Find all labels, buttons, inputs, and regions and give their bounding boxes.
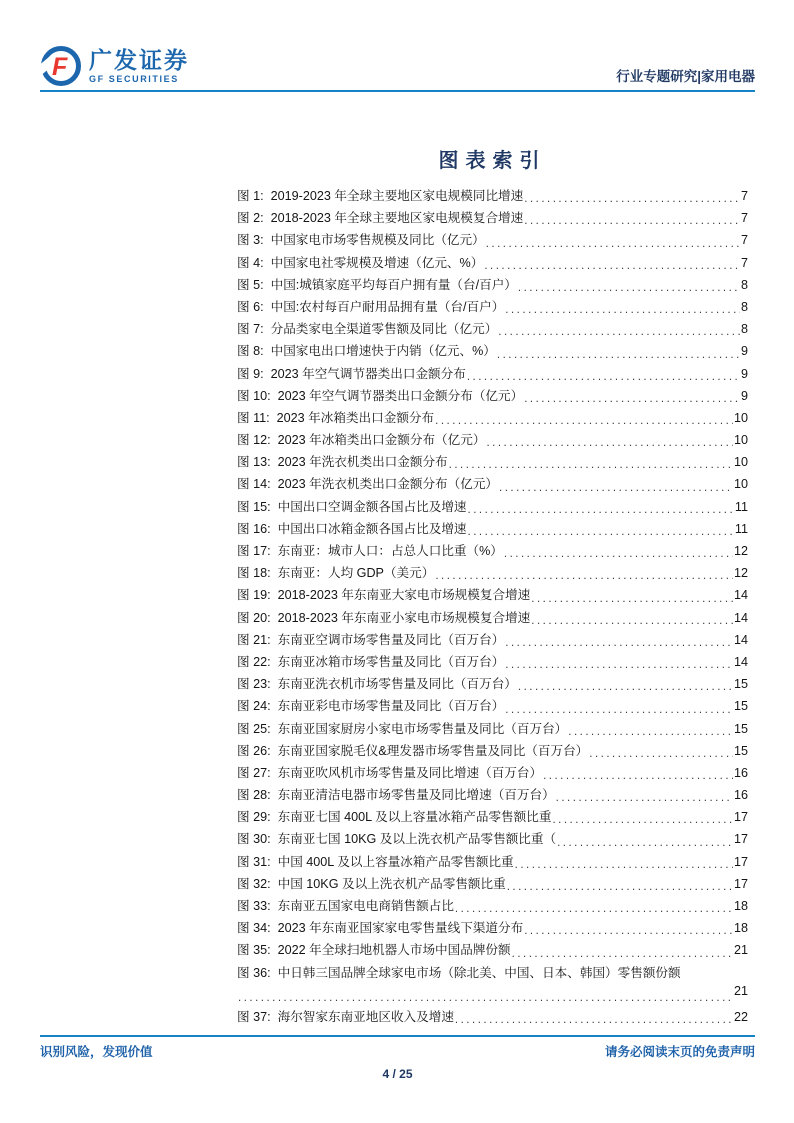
toc-entry[interactable] — [237, 318, 748, 340]
toc-entry-title: 东南亚：人均 GDP（美元） — [277, 566, 435, 581]
toc-entry-page: 14 — [733, 632, 748, 647]
toc-entry-page: 7 — [740, 189, 748, 203]
toc-entry-title: 中国:城镇家庭平均每百户拥有量（台/百户） — [270, 277, 517, 292]
toc-entry-page: 14 — [733, 588, 748, 603]
toc-entry-label: 图 25: — [237, 721, 271, 736]
toc-entry-title: 2022 年全球扫地机器人市场中国品牌份额 — [277, 943, 511, 958]
dot-leader — [486, 238, 740, 250]
dot-leader — [515, 859, 733, 871]
dot-leader — [505, 704, 733, 716]
toc-entry-page: 22 — [733, 1009, 748, 1024]
toc-entry[interactable] — [237, 651, 748, 673]
logo-text — [89, 48, 189, 83]
toc-entry-title: 2018-2023 年全球主要地区家电规模复合增速 — [270, 211, 524, 226]
dot-leader — [498, 326, 740, 338]
dot-leader — [524, 215, 740, 227]
toc-entry-title: 中国 400L 及以上容量冰箱产品零售额比重 — [277, 854, 514, 869]
dot-leader — [518, 282, 740, 294]
dot-leader — [504, 548, 733, 560]
toc-entry[interactable] — [237, 229, 748, 251]
toc-entry-label: 图 34: — [237, 921, 271, 936]
toc-entry-title: 分品类家电全渠道零售额及同比（亿元） — [270, 322, 498, 337]
footer-row — [40, 1042, 755, 1060]
dot-leader — [543, 770, 733, 782]
toc-entry-title: 中国出口空调金额各国占比及增速 — [277, 499, 467, 514]
toc-entry-page: 17 — [733, 876, 748, 891]
toc-entry-page: 14 — [733, 654, 748, 669]
toc-entry-label: 图 12: — [237, 433, 271, 448]
toc-entry[interactable] — [237, 740, 748, 762]
toc-entry[interactable] — [237, 296, 748, 318]
dot-leader — [468, 504, 734, 516]
toc-entry-line1 — [237, 962, 748, 984]
dot-leader — [531, 593, 733, 605]
toc-entry-label: 图 18: — [237, 566, 271, 581]
toc-entry-title: 东南亚五国家电电商销售额占比 — [277, 899, 454, 913]
dot-leader — [557, 837, 733, 849]
toc-entry-title: 东南亚国家脱毛仪&理发器市场零售量及同比（百万台） — [277, 743, 589, 758]
figure-index-title: 图表索引 — [438, 150, 547, 172]
toc-entry[interactable] — [237, 518, 748, 540]
toc-entry-page: 10 — [733, 433, 748, 448]
toc-entry-page: 18 — [733, 899, 748, 913]
dot-leader — [484, 260, 740, 272]
toc-entry-label: 图 20: — [237, 610, 271, 625]
toc-entry-page: 8 — [740, 299, 748, 314]
dot-leader — [455, 903, 733, 915]
dot-leader — [556, 792, 733, 804]
toc-entry-title: 2023 年东南亚国家家电零售量线下渠道分布 — [277, 921, 524, 936]
toc-entry-label: 图 11: — [237, 410, 270, 425]
toc-entry[interactable] — [237, 873, 748, 895]
toc-entry-page: 7 — [740, 211, 748, 226]
toc-entry[interactable] — [237, 762, 748, 784]
toc-entry[interactable] — [237, 1006, 748, 1028]
dot-leader — [449, 459, 733, 471]
page-header — [40, 44, 755, 92]
toc-entry-title: 东南亚：城市人口：占总人口比重（%） — [277, 544, 503, 558]
logo-name-cn: 广发证券 — [89, 47, 189, 74]
toc-entry-title: 东南亚七国 10KG 及以上洗衣机产品零售额比重（ — [277, 832, 557, 847]
toc-entry[interactable] — [237, 207, 748, 229]
toc-entry-label: 图 28: — [237, 788, 271, 803]
toc-entry-title: 中国出口冰箱金额各国占比及增速 — [277, 521, 467, 536]
toc-entry-label: 图 3: — [237, 233, 264, 248]
toc-entry-title: 东南亚空调市场零售量及同比（百万台） — [277, 632, 505, 647]
toc-entry-title: 东南亚洗衣机市场零售量及同比（百万台） — [277, 677, 517, 692]
toc-entry-label: 图 19: — [237, 588, 271, 603]
toc-entry-page: 11 — [734, 521, 748, 536]
toc-entry[interactable] — [237, 385, 748, 407]
dot-leader — [467, 371, 740, 383]
toc-entry-title: 中国:农村每百户耐用品拥有量（台/百户） — [270, 299, 505, 314]
toc-entry-page: 9 — [740, 366, 748, 381]
toc-entry[interactable] — [237, 363, 748, 385]
toc-entry-page: 11 — [734, 499, 748, 514]
toc-entry-page: 15 — [733, 677, 748, 692]
toc-entry-label: 图 2: — [237, 211, 264, 226]
toc-entry[interactable] — [237, 718, 748, 740]
toc-entry-label: 图 9: — [237, 366, 264, 381]
dot-leader — [499, 482, 733, 494]
toc-entry-label: 图 35: — [237, 943, 271, 958]
toc-entry[interactable] — [237, 407, 748, 429]
toc-entry-label: 图 8: — [237, 344, 264, 359]
page-footer — [40, 1035, 755, 1081]
toc-entry-page: 15 — [733, 721, 748, 736]
toc-entry-title: 东南亚七国 400L 及以上容量冰箱产品零售额比重 — [277, 810, 552, 825]
toc-entry[interactable] — [237, 451, 748, 473]
toc-entry-page: 10 — [733, 477, 748, 492]
toc-entry[interactable] — [237, 939, 748, 961]
toc-entry-page: 10 — [733, 410, 748, 425]
toc-entry-label: 图 14: — [237, 477, 271, 492]
toc-entry-page: 18 — [733, 921, 748, 936]
toc-entry-label: 图 30: — [237, 832, 271, 847]
toc-entry-title: 中国家电市场零售规模及同比（亿元） — [270, 233, 485, 248]
toc-entry-page: 10 — [733, 455, 748, 470]
toc-entry[interactable] — [237, 673, 748, 695]
toc-entry-label: 图 29: — [237, 810, 271, 825]
toc-entry-page: 15 — [733, 743, 748, 758]
toc-entry-line2 — [237, 984, 748, 1006]
toc-entry-label: 图 15: — [237, 499, 271, 514]
dot-leader — [568, 726, 733, 738]
toc-entry[interactable] — [237, 185, 748, 207]
toc-entry-label: 图 4: — [237, 255, 264, 270]
toc-entry-label: 图 37: — [237, 1009, 271, 1024]
dot-leader — [435, 415, 733, 427]
toc-entry[interactable] — [237, 784, 748, 806]
toc-entry[interactable] — [237, 252, 748, 274]
dot-leader — [518, 681, 733, 693]
gf-securities-logo — [40, 45, 189, 87]
dot-leader — [552, 814, 733, 826]
toc-entry[interactable] — [237, 695, 748, 717]
toc-entry-page: 12 — [733, 544, 748, 558]
toc-entry[interactable] — [237, 496, 748, 518]
dot-leader — [505, 637, 733, 649]
toc-entry-label: 图 13: — [237, 455, 271, 470]
toc-entry-page: 8 — [740, 322, 748, 337]
toc-entry[interactable] — [237, 429, 748, 451]
gf-logo-icon — [40, 45, 82, 87]
toc-entry-page: 21 — [733, 943, 748, 958]
page-number: 4 / 25 — [382, 1067, 413, 1081]
toc-entry[interactable] — [237, 274, 748, 296]
toc-entry-label: 图 26: — [237, 743, 271, 758]
toc-entry-label: 图 10: — [237, 388, 271, 403]
toc-entry[interactable] — [237, 584, 748, 606]
toc-entry-title: 海尔智家东南亚地区收入及增速 — [277, 1009, 454, 1024]
dot-leader — [512, 948, 733, 960]
toc-entry-title: 2023 年空气调节器类出口金额分布（亿元） — [277, 388, 524, 403]
toc-entry-page: 9 — [740, 388, 748, 403]
toc-entry-page: 7 — [740, 233, 748, 248]
toc-entry-label: 图 32: — [237, 876, 271, 891]
toc-entry-label: 图 23: — [237, 677, 271, 692]
toc-entry-title: 2023 年冰箱类出口金额分布 — [276, 410, 435, 425]
dot-leader — [486, 437, 733, 449]
toc-list — [237, 185, 748, 1028]
dot-leader — [589, 748, 733, 760]
toc-entry-page: 15 — [733, 699, 748, 714]
report-category-label: 行业专题研究|家用电器 — [616, 69, 755, 84]
dot-leader — [505, 659, 733, 671]
toc-entry[interactable] — [237, 340, 748, 362]
toc-entry[interactable] — [237, 629, 748, 651]
toc-entry-label: 图 31: — [237, 854, 271, 869]
toc-entry-title: 2023 年冰箱类出口金额分布（亿元） — [277, 433, 486, 448]
toc-entry-title: 东南亚清洁电器市场零售量及同比增速（百万台） — [277, 788, 555, 803]
toc-entry-label: 图 36: — [237, 965, 271, 980]
toc-entry-label: 图 22: — [237, 654, 271, 669]
toc-entry-label: 图 7: — [237, 322, 264, 337]
toc-entry-label: 图 1: — [237, 189, 264, 203]
toc-entry-title: 东南亚冰箱市场零售量及同比（百万台） — [277, 654, 505, 669]
toc-entry-label: 图 33: — [237, 899, 271, 913]
toc-entry-title: 2018-2023 年东南亚大家电市场规模复合增速 — [277, 588, 531, 603]
toc-entry-page: 7 — [740, 255, 748, 270]
toc-entry[interactable] — [237, 962, 748, 1006]
svg-text:F: F — [52, 53, 68, 81]
toc-entry-title: 东南亚吹风机市场零售量及同比增速（百万台） — [277, 765, 543, 780]
dot-leader — [507, 881, 733, 893]
toc-entry[interactable] — [237, 851, 748, 873]
toc-entry-label: 图 5: — [237, 277, 264, 292]
toc-entry-label: 图 27: — [237, 765, 271, 780]
toc-entry-page: 9 — [740, 344, 748, 359]
dot-leader — [455, 1014, 733, 1026]
toc-entry-page: 21 — [733, 983, 748, 998]
toc-entry[interactable] — [237, 895, 748, 917]
dot-leader — [531, 615, 733, 627]
dot-leader — [435, 570, 733, 582]
toc-entry[interactable] — [237, 917, 748, 939]
dot-leader — [238, 992, 733, 1004]
toc-entry-page: 16 — [733, 788, 748, 803]
toc-entry-title: 2019-2023 年全球主要地区家电规模同比增速 — [270, 189, 524, 203]
toc-entry-page: 8 — [740, 277, 748, 292]
toc-entry-title: 东南亚彩电市场零售量及同比（百万台） — [277, 699, 505, 714]
toc-entry-label: 图 16: — [237, 521, 271, 536]
toc-entry-title: 东南亚国家厨房小家电市场零售量及同比（百万台） — [277, 721, 568, 736]
dot-leader — [505, 304, 740, 316]
toc-entry-label: 图 24: — [237, 699, 271, 714]
toc-entry[interactable] — [237, 607, 748, 629]
toc-entry-title: 2023 年洗衣机类出口金额分布（亿元） — [277, 477, 499, 492]
dot-leader — [524, 393, 740, 405]
toc-entry[interactable] — [237, 540, 748, 562]
toc-entry-label: 图 6: — [237, 299, 264, 314]
toc-entry-label: 图 21: — [237, 632, 271, 647]
toc-entry-title: 中国家电社零规模及增速（亿元、%） — [270, 255, 484, 270]
logo-name-en: GF SECURITIES — [89, 73, 179, 84]
dot-leader — [524, 925, 733, 937]
toc-entry-label: 图 17: — [237, 544, 271, 558]
toc-entry-title: 2023 年洗衣机类出口金额分布 — [277, 455, 448, 470]
toc-entry[interactable] — [237, 806, 748, 828]
toc-entry-page: 17 — [733, 810, 748, 825]
toc-entry-title: 2023 年空气调节器类出口金额分布 — [270, 366, 466, 381]
dot-leader — [497, 349, 740, 361]
toc-entry-page: 14 — [733, 610, 748, 625]
dot-leader — [524, 193, 740, 205]
footer-slogan: 识别风险，发现价值 — [40, 1045, 153, 1059]
toc-entry-title: 中国家电出口增速快于内销（亿元、%） — [270, 344, 496, 359]
toc-entry-page: 17 — [733, 854, 748, 869]
dot-leader — [468, 526, 734, 538]
toc-entry-page: 16 — [733, 765, 748, 780]
toc-entry-title: 中日韩三国品牌全球家电市场（除北美、中国、日本、韩国）零售额份额 — [277, 965, 681, 980]
footer-disclaimer-note: 请务必阅读末页的免责声明 — [604, 1045, 755, 1059]
toc-entry[interactable] — [237, 828, 748, 850]
toc-entry[interactable] — [237, 473, 748, 495]
toc-entry[interactable] — [237, 562, 748, 584]
toc-entry-page: 17 — [733, 832, 748, 847]
toc-entry-title: 2018-2023 年东南亚小家电市场规模复合增速 — [277, 610, 531, 625]
toc-entry-title: 中国 10KG 及以上洗衣机产品零售额比重 — [277, 876, 506, 891]
toc-entry-page: 12 — [733, 566, 748, 581]
figure-index-section — [237, 144, 748, 1028]
